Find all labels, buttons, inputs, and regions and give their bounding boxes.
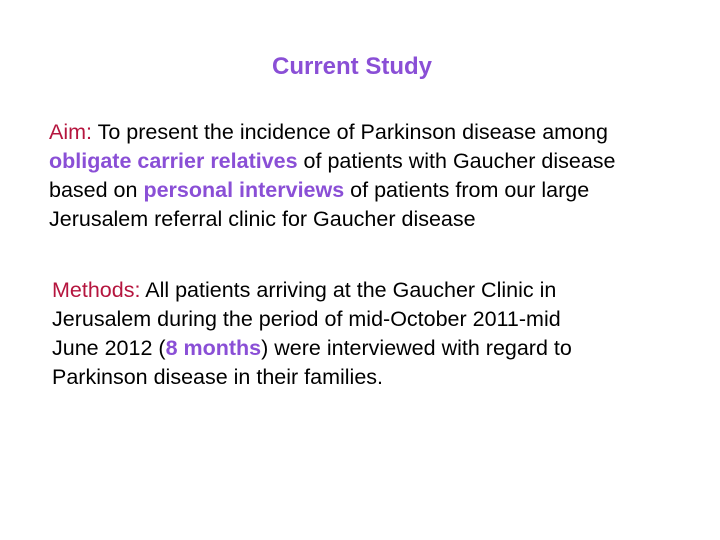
personal-interviews-highlight: personal interviews [143,178,345,202]
methods-line-4: Parkinson disease in their families. [52,365,384,389]
aim-paragraph [49,118,615,234]
aim-line-3-text-b: of patients from our large [344,178,590,202]
methods-label: Methods: [52,278,141,302]
eight-months-highlight: 8 months [165,336,262,360]
aim-line-1-text: To present the incidence of Parkinson disease among [92,120,608,144]
slide-title: Current Study [271,53,432,80]
aim-line-3 [49,176,615,205]
methods-line-3 [52,334,572,363]
methods-line-1 [52,276,572,305]
aim-line-2 [49,147,615,176]
methods-line-1-text: All patients arriving at the Gaucher Clinic in [140,278,557,302]
methods-line-2: Jerusalem during the period of mid-October 2011-mid [52,307,561,331]
obligate-carrier-relatives-highlight: obligate carrier relatives [49,149,298,173]
methods-paragraph [52,276,572,392]
aim-line-4: Jerusalem referral clinic for Gaucher disease [49,207,476,231]
methods-line-3-text-a: June 2012 ( [52,336,166,360]
aim-line-1 [49,118,615,147]
aim-line-2-text: of patients with Gaucher disease [297,149,616,173]
aim-line-3-text-a: based on [49,178,144,202]
methods-line-3-text-b: ) were interviewed with regard to [261,336,572,360]
aim-label: Aim: [49,120,92,144]
